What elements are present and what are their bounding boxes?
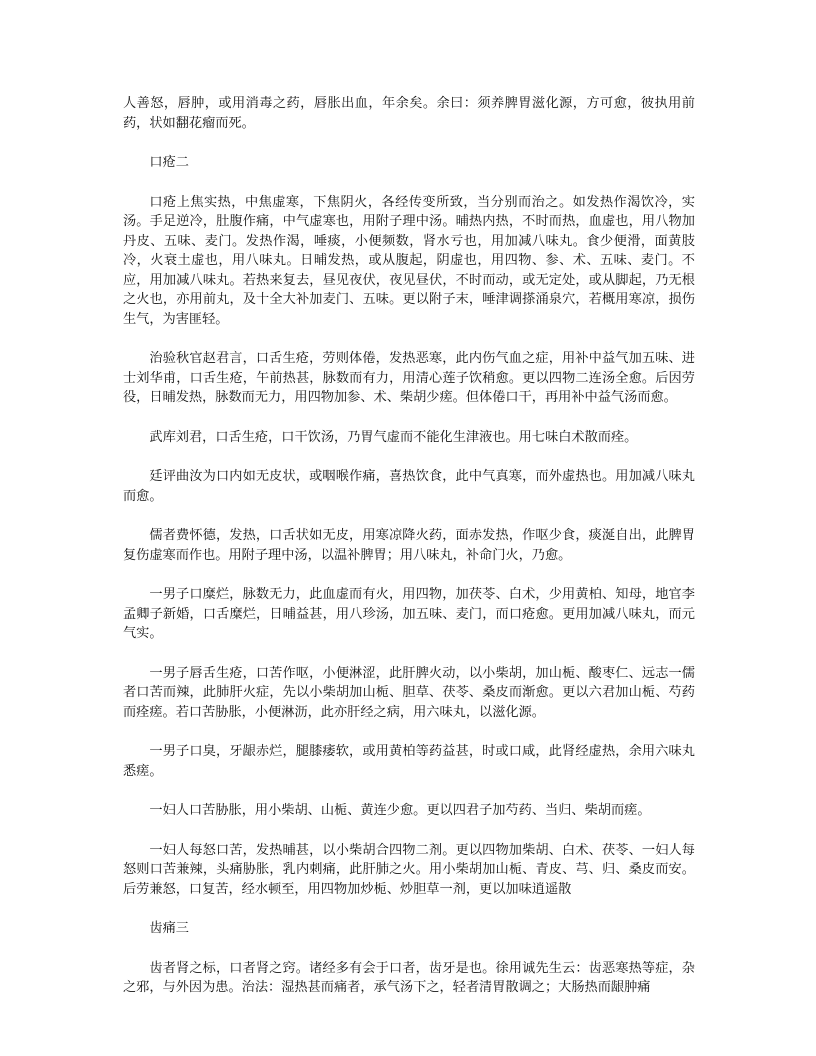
- paragraph: 儒者费怀德，发热，口舌状如无皮，用寒凉降火药，面赤发热，作呕少食，痰涎自出，此脾胃复伤虚寒而作也。用附子理中汤，以温补脾胃；用八味丸，补命门火，乃愈。: [123, 528, 695, 563]
- paragraph: 一妇人每怒口苦，发热晡甚，以小柴胡合四物二剂。更以四物加柴胡、白术、茯苓、一妇人每怒则口苦兼辣，头痛胁胀，乳内刺痛，此肝肺之火。用小柴胡加山栀、青皮、芎、归、桑皮而安。后劳兼怒，口复苦，经水顿至，用四物加炒栀、炒胆草一剂，更以加味逍遥散: [123, 842, 695, 897]
- paragraph: 齿者肾之标，口者肾之窍。诸经多有会于口者，齿牙是也。徐用诚先生云：齿恶寒热等症，杂之邪，与外因为患。治法：湿热甚而痛者，承气汤下之，轻者清胃散调之；大肠热而龈肿痛: [123, 960, 695, 995]
- paragraph: 人善怒，唇肿，或用消毒之药，唇胀出血，年余矣。余曰：须养脾胃滋化源，方可愈，彼执用前药，状如翻花瘤而死。: [123, 96, 695, 131]
- section-heading: 口疮二: [149, 155, 189, 170]
- paragraph: 一男子唇舌生疮，口苦作呕，小便淋涩，此肝脾火动，以小柴胡，加山栀、酸枣仁、远志一儒者口苦而辣，此肺肝火症，先以小柴胡加山栀、胆草、茯苓、桑皮而渐愈。更以六君加山栀、芍药而痊瘥。若口苦胁胀，小便淋沥，此亦肝经之病，用六味丸，以滋化源。: [123, 665, 695, 720]
- paragraph: 廷评曲汝为口内如无皮状，或咽喉作痛，喜热饮食，此中气真寒，而外虚热也。用加减八味丸而愈。: [123, 469, 695, 504]
- paragraph: 一男子口糜烂，脉数无力，此血虚而有火，用四物，加茯苓、白术，少用黄柏、知母，地官李孟卿子新婚，口舌糜烂，日晡益甚，用八珍汤，加五味、麦门，而口疮愈。更用加减八味丸，而元气实。: [123, 587, 695, 641]
- paragraph: 口疮上焦实热，中焦虚寒，下焦阴火，各经传变所致，当分别而治之。如发热作渴饮冷，实汤。手足逆冷，肚腹作痛，中气虚寒也，用附子理中汤。晡热内热，不时而热，血虚也，用八物加丹皮、五味、麦门。发热作渴，唾痰，小便频数，肾水亏也，用加减八味丸。食少便滑，面黄肢冷，火衰土虚也，用八味丸。日晡发热，或从腹起，阴虚也，用四物、参、术、五味、麦门。不应，用加减八味丸。若热来复去，昼见夜伏，夜见昼伏，不时而动，或无定处，或从脚起，乃无根之火也，亦用前丸，及十全大补加麦门、五味。更以附子末，唾津调搽涌泉穴，若概用寒凉，损伤生气，为害匪轻。: [123, 194, 695, 327]
- paragraph: 一男子口臭，牙龈赤烂，腿膝痿软，或用黄柏等药益甚，时或口咸，此肾经虚热，余用六味丸悉瘥。: [123, 744, 695, 779]
- paragraph: 一妇人口苦胁胀，用小柴胡、山栀、黄连少愈。更以四君子加芍药、当归、柴胡而瘥。: [149, 803, 651, 818]
- document-body: [123, 94, 695, 1018]
- paragraph: 武库刘君，口舌生疮，口干饮汤，乃胃气虚而不能化生津液也。用七味白术散而痊。: [149, 429, 638, 445]
- paragraph: 治验秋官赵君言，口舌生疮，劳则体倦，发热恶寒，此内伤气血之症，用补中益气加五味、进士刘华甫，口舌生疮，午前热甚，脉数而有力，用清心莲子饮稍愈。更以四物二连汤全愈。后因劳役，日晡发热，脉数而无力，用四物加参、术、柴胡少瘥。但体倦口干，再用补中益气汤而愈。: [123, 351, 695, 405]
- section-heading: 齿痛三: [149, 921, 189, 936]
